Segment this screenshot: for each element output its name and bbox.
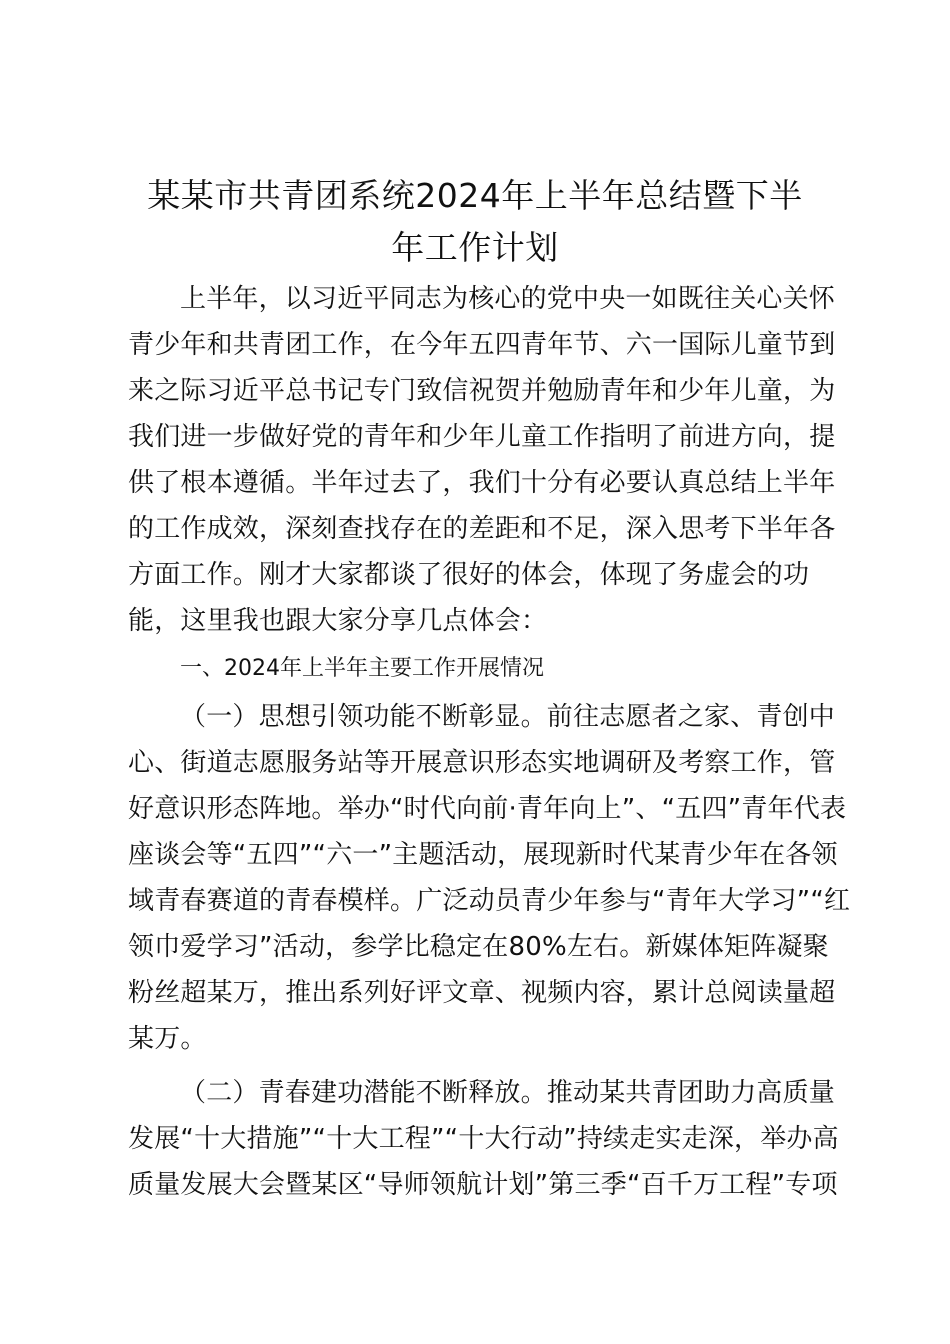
paragraph-line: 质量发展大会暨某区“导师领航计划”第三季“百千万工程”专项	[128, 1170, 838, 1200]
paragraph-line: 青少年和共青团工作，在今年五四青年节、六一国际儿童节到	[128, 330, 836, 360]
paragraph-line: 能，这里我也跟大家分享几点体会：	[128, 606, 548, 636]
item-paragraph-1	[128, 694, 851, 1062]
paragraph-line: 发展“十大措施”“十大工程”“十大行动”持续走实走深，举办高	[128, 1124, 839, 1154]
paragraph-spacer	[128, 1062, 838, 1070]
document-title	[110, 170, 840, 274]
paragraph-line: 心、街道志愿服务站等开展意识形态实地调研及考察工作，管	[128, 748, 836, 778]
paragraph-line: 领巾爱学习”活动，参学比稳定在80%左右。新媒体矩阵凝聚	[128, 932, 829, 962]
item-paragraph-2	[128, 1070, 838, 1208]
paragraph-line: 我们进一步做好党的青年和少年儿童工作指明了前进方向，提	[128, 422, 836, 452]
paragraph-line: 上半年，以习近平同志为核心的党中央一如既往关心关怀	[180, 284, 836, 314]
title-line: 年工作计划	[391, 228, 559, 267]
paragraph-line: 来之际习近平总书记专门致信祝贺并勉励青年和少年儿童，为	[128, 376, 836, 406]
paragraph-line: 粉丝超某万，推出系列好评文章、视频内容，累计总阅读量超	[128, 978, 836, 1008]
paragraph-line: 方面工作。刚才大家都谈了很好的体会，体现了务虚会的功	[128, 560, 810, 590]
section-heading: 一、2024年上半年主要工作开展情况	[180, 656, 544, 681]
paragraph-line: （一）思想引领功能不断彰显。前往志愿者之家、青创中	[180, 702, 836, 732]
paragraph-line: 座谈会等“五四”“六一”主题活动，展现新时代某青少年在各领	[128, 840, 838, 870]
paragraph-line: 的工作成效，深刻查找存在的差距和不足，深入思考下半年各	[128, 514, 836, 544]
title-line: 某某市共青团系统2024年上半年总结暨下半	[147, 176, 803, 215]
paragraph-line: 好意识形态阵地。举办“时代向前·青年向上”、“五四”青年代表	[128, 794, 847, 824]
paragraph-line: 域青春赛道的青春模样。广泛动员青少年参与“青年大学习”“红	[128, 886, 851, 916]
document-body	[128, 276, 851, 1208]
paragraph-line: 某万。	[128, 1024, 207, 1054]
paragraph-line: （二）青春建功潜能不断释放。推动某共青团助力高质量	[180, 1078, 836, 1108]
paragraph-line: 供了根本遵循。半年过去了，我们十分有必要认真总结上半年	[128, 468, 836, 498]
intro-paragraph	[128, 276, 838, 644]
